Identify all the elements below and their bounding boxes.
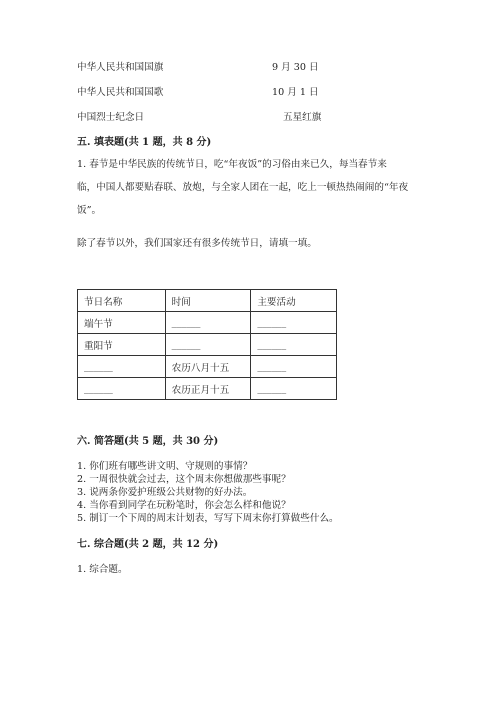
matching-right-3: 五星红旗 (283, 112, 322, 123)
section6-title: 六. 简答题(共 5 题，共 30 分) (77, 436, 219, 447)
table-row (78, 378, 337, 400)
festival-table (77, 289, 337, 400)
table-cell: 重阳节 (78, 334, 166, 356)
table-cell: ______ (78, 356, 166, 378)
table-row (78, 334, 337, 356)
section7-question-1: 1. 综合题。 (77, 564, 128, 575)
matching-right-2: 10 月 1 日 (272, 87, 319, 98)
table-row (78, 356, 337, 378)
table-cell: ______ (251, 334, 337, 356)
table-row (78, 312, 337, 334)
table-cell: 端午节 (78, 312, 166, 334)
matching-left-2: 中华人民共和国国歌 (77, 87, 164, 98)
table-header-cell: 时间 (165, 290, 251, 312)
section6-question-2: 2. 一周很快就会过去，这个周末你想做那些事呢？ (77, 474, 291, 485)
table-cell: ______ (78, 378, 166, 400)
table-cell: 农历正月十五 (165, 378, 251, 400)
section6-question-1: 1. 你们班有哪些讲文明、守规则的事情？ (77, 461, 253, 472)
question-line: 饭”。 (77, 205, 102, 216)
table-header-row (78, 290, 337, 312)
section5-title: 五. 填表题(共 1 题，共 8 分) (77, 137, 212, 148)
table-cell: ______ (165, 334, 251, 356)
table-cell: ______ (251, 312, 337, 334)
section5-instruction: 除了春节以外，我们国家还有很多传统节日，请填一填。 (77, 238, 317, 249)
section7-title: 七. 综合题(共 2 题，共 12 分) (77, 539, 219, 550)
matching-left-3: 中国烈士纪念日 (77, 112, 145, 123)
matching-right-1: 9 月 30 日 (272, 62, 319, 73)
section6-question-3: 3. 说两条你爱护班级公共财物的好办法。 (77, 487, 253, 498)
table-cell: ______ (165, 312, 251, 334)
table-cell: 农历八月十五 (165, 356, 251, 378)
table-header-cell: 主要活动 (251, 290, 337, 312)
table-cell: ______ (251, 378, 337, 400)
question-line: 1. 春节是中华民族的传统节日，吃“年夜饭”的习俗由来已久，每当春节来 (77, 159, 387, 170)
section6-question-4: 4. 当你看到同学在玩粉笔时，你会怎么样和他说？ (77, 500, 291, 511)
matching-left-1: 中华人民共和国国旗 (77, 62, 164, 73)
table-cell: ______ (251, 356, 337, 378)
table-header-cell: 节日名称 (78, 290, 166, 312)
question-line: 临，中国人都要贴春联、放炮，与全家人团在一起，吃上一顿热热闹闹的“年夜 (77, 182, 409, 193)
section6-question-5: 5. 制订一个下周的周末计划表，写写下周末你打算做些什么。 (77, 513, 339, 524)
section5-question-1 (77, 153, 427, 222)
